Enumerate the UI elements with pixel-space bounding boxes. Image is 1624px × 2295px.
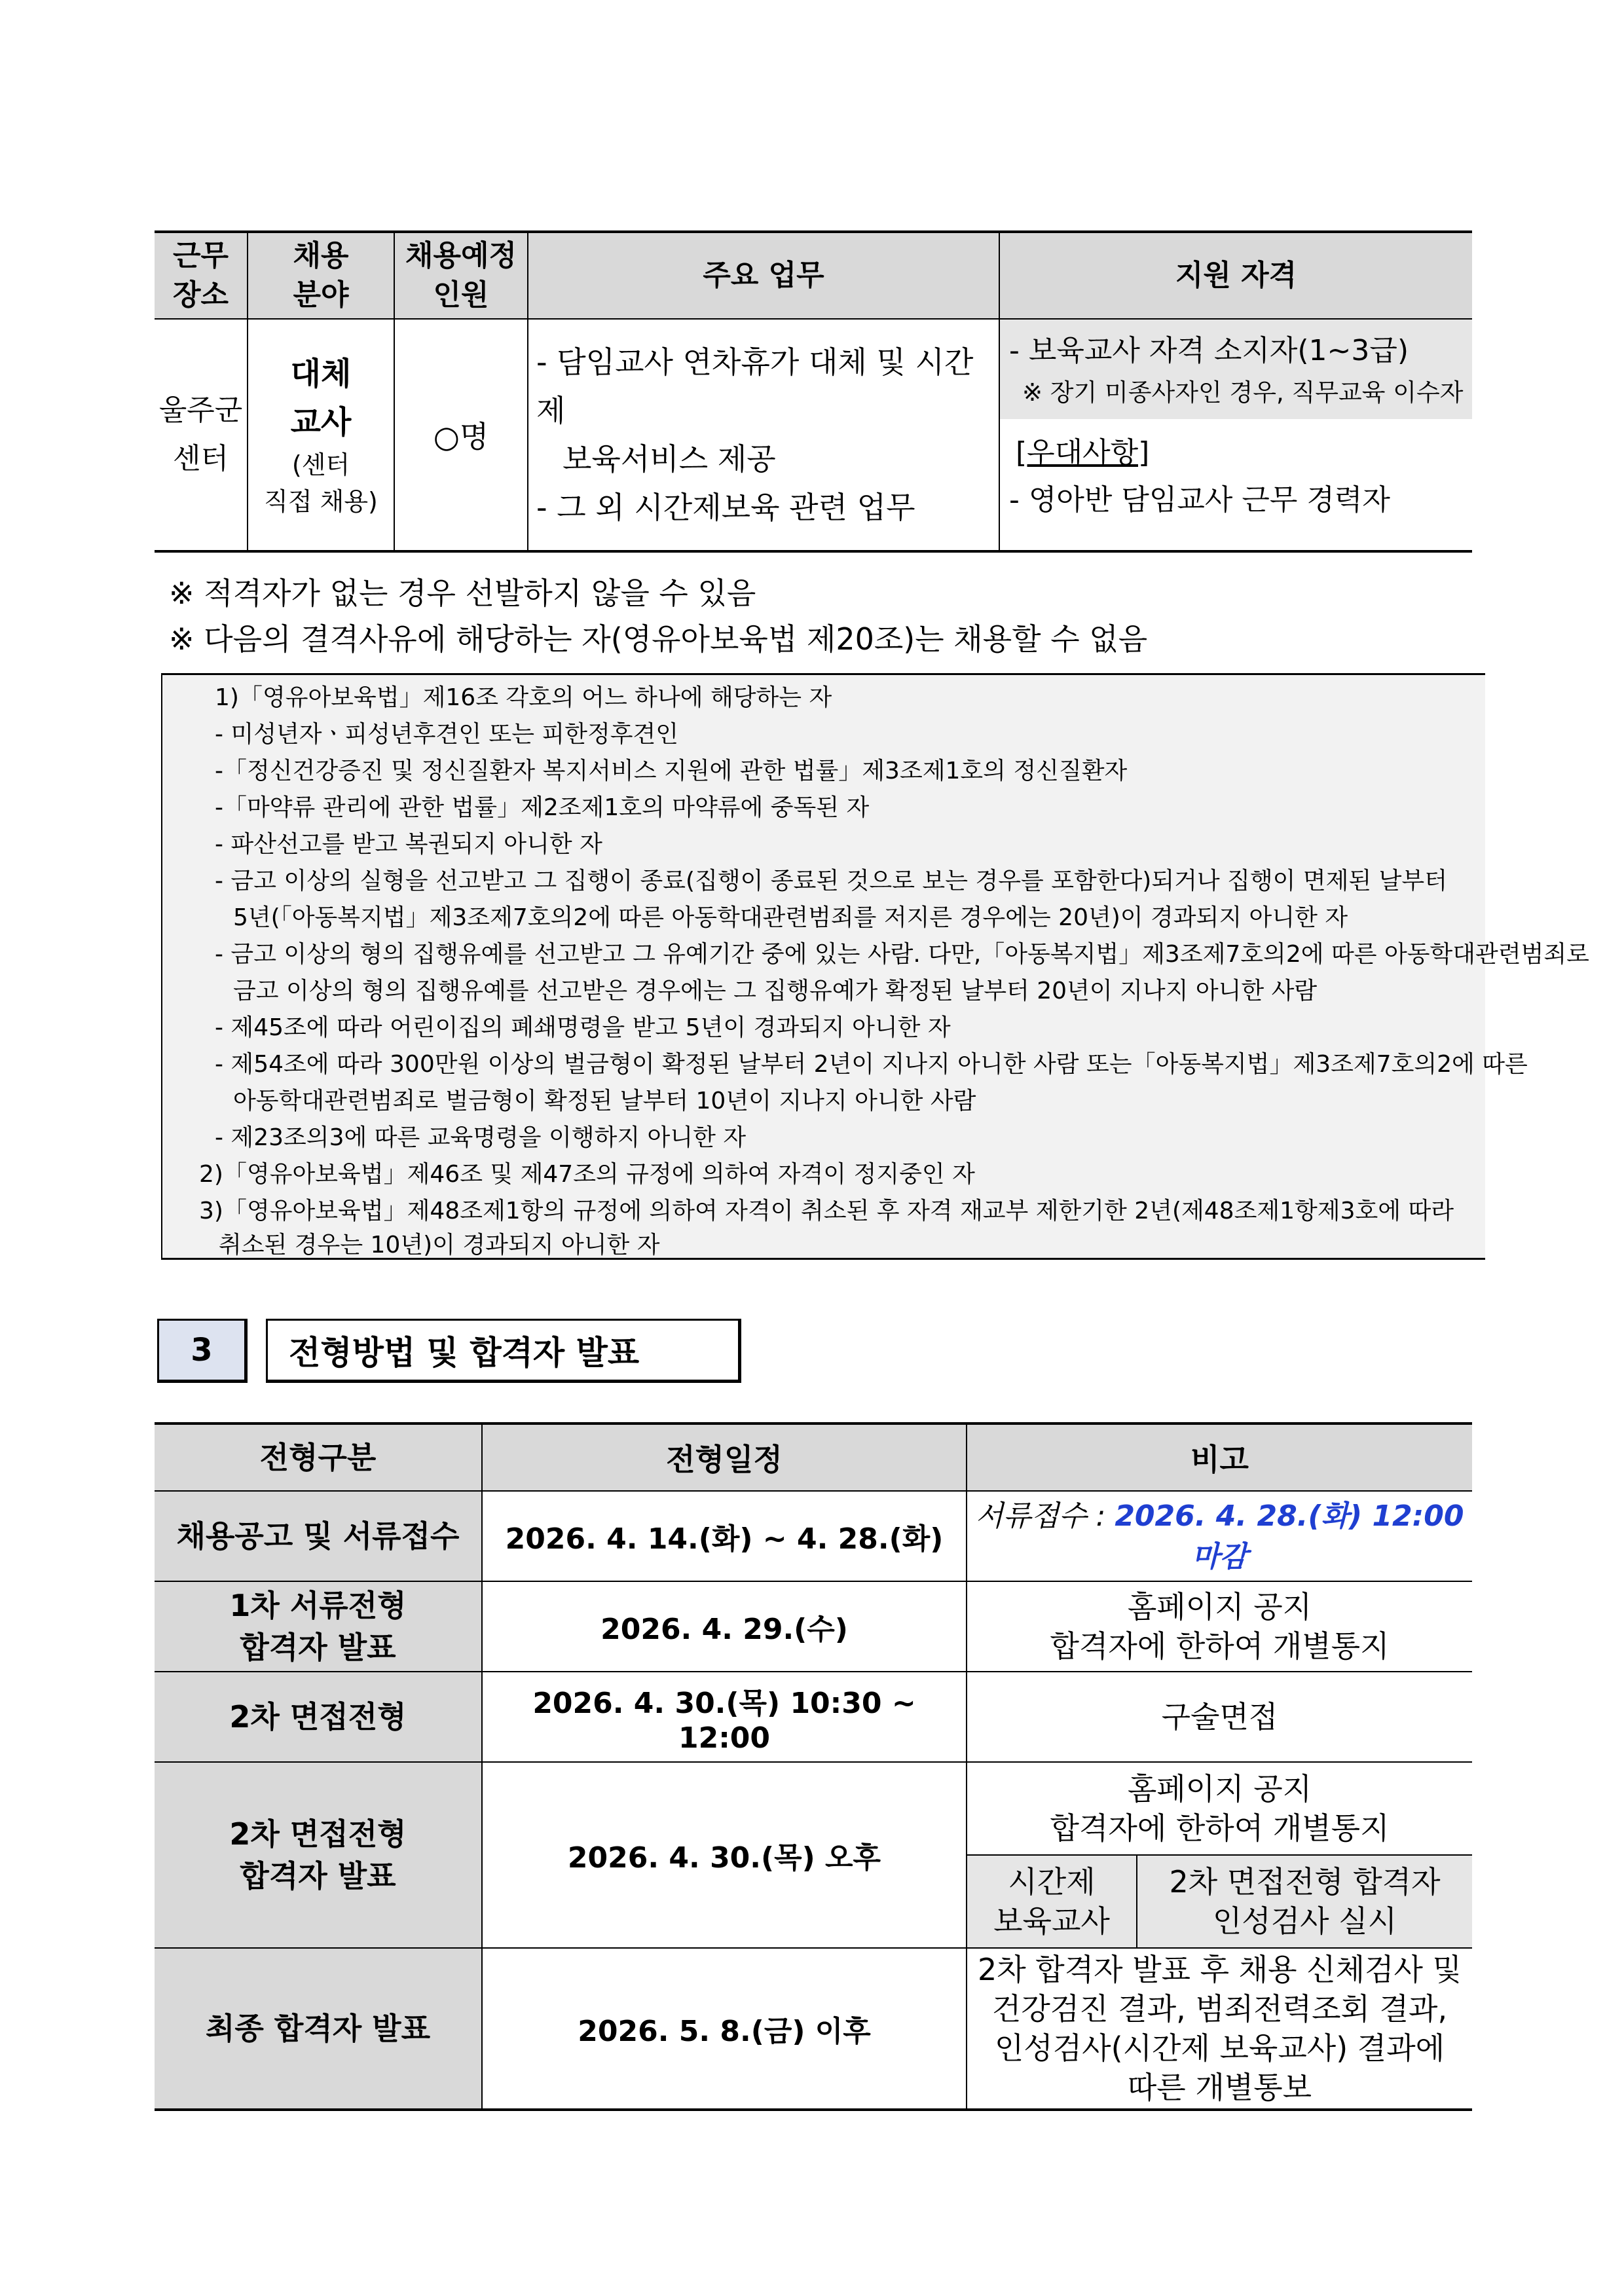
field-main: 대체 교사 <box>290 356 352 441</box>
disqualification-line: 5년(「아동복지법」제3조제7호의2에 따른 아동학대관련범죄를 저지른 경우에는 20년)이 경과되지 아니한 자 <box>233 904 1348 931</box>
header-qualification: 지원 자격 <box>999 232 1472 319</box>
qualification-note: ※ 장기 미종사자인 경우, 직무교육 이수자 <box>1022 378 1464 407</box>
stage-cell: 채용공고 및 서류접수 <box>155 1491 482 1581</box>
date-cell: 2026. 4. 14.(화) ~ 4. 28.(화) <box>482 1491 967 1581</box>
duty-cell <box>528 319 999 551</box>
stage-cell: 최종 합격자 발표 <box>155 1948 482 2110</box>
stage-cell: 2차 면접전형 <box>155 1672 482 1762</box>
remark-cell: 2차 합격자 발표 후 채용 신체검사 및 건강검진 결과, 범죄전력조회 결과, 인성검사(시간제 보육교사) 결과에 따른 개별통보 <box>967 1948 1472 2110</box>
remark-cell <box>967 1491 1472 1581</box>
section-number: 3 <box>157 1319 248 1383</box>
date-cell: 2026. 4. 29.(수) <box>482 1581 967 1672</box>
header-stage: 전형구분 <box>155 1423 482 1491</box>
date-cell: 2026. 5. 8.(금) 이후 <box>482 1948 967 2110</box>
remark-deadline: 2026. 4. 28.(화) 12:00 마감 <box>1115 1499 1464 1573</box>
disqualification-line: - 금고 이상의 실형을 선고받고 그 집행이 종료(집행이 종료된 것으로 보는 경우를 포함한다)되거나 집행이 면제된 날부터 <box>215 868 1447 894</box>
disqualification-line: 2)「영유아보육법」제46조 및 제47조의 규정에 의하여 자격이 정지중인 자 <box>199 1161 975 1188</box>
sub-remark-cell: 2차 면접전형 합격자 인성검사 실시 <box>1137 1855 1472 1948</box>
disqualification-line: 취소된 경우는 10년)이 경과되지 아니한 자 <box>219 1232 660 1258</box>
disqualification-line: - 제45조에 따라 어린이집의 폐쇄명령을 받고 5년이 경과되지 아니한 자 <box>215 1014 951 1041</box>
disqualification-line: - 금고 이상의 형의 집행유예를 선고받고 그 유예기간 중에 있는 사람. 다만,「아동복지법」제3조제7호의2에 따른 아동학대관련범죄로 <box>215 941 1589 968</box>
stage-cell: 2차 면접전형 합격자 발표 <box>155 1762 482 1948</box>
remark-cell: 홈페이지 공지 합격자에 한하여 개별통지 <box>967 1762 1472 1855</box>
header-date: 전형일정 <box>482 1423 967 1491</box>
header-location: 근무 장소 <box>155 232 248 319</box>
section-title: 전형방법 및 합격자 발표 <box>266 1319 741 1383</box>
disqualification-line: - 파산선고를 받고 복권되지 아니한 자 <box>215 831 602 858</box>
count-cell: ○명 <box>394 319 528 551</box>
header-count: 채용예정 인원 <box>394 232 528 319</box>
position-table <box>155 230 1472 553</box>
disqualification-line: - 미성년자ㆍ피성년후견인 또는 피한정후견인 <box>215 721 679 748</box>
header-duty: 주요 업무 <box>528 232 999 319</box>
location-cell: 울주군 센터 <box>155 319 248 551</box>
disqualification-line: 3)「영유아보육법」제48조제1항의 규정에 의하여 자격이 취소된 후 자격 재교부 제한기한 2년(제48조제1항제3호에 따라 <box>199 1198 1454 1224</box>
duty-line: 보육서비스 제공 <box>563 441 776 477</box>
duty-line: - 그 외 시간제보육 관련 업무 <box>536 490 915 525</box>
disqualification-box <box>161 673 1589 1260</box>
note-line: ※ 다음의 결격사유에 해당하는 자(영유아보육법 제20조)는 채용할 수 없음 <box>169 621 1148 657</box>
field-cell <box>248 319 394 551</box>
table-row <box>155 1762 1472 1855</box>
header-remark: 비고 <box>967 1423 1472 1491</box>
preference-title: [우대사항] <box>1016 436 1150 469</box>
disqualification-line: - 제23조의3에 따른 교육명령을 이행하지 아니한 자 <box>215 1124 747 1151</box>
table-row <box>155 1672 1472 1762</box>
disqualification-line: 1)「영유아보육법」제16조 각호의 어느 하나에 해당하는 자 <box>215 684 832 711</box>
qualification-main: - 보육교사 자격 소지자(1~3급) <box>1009 334 1409 367</box>
remark-cell: 홈페이지 공지 합격자에 한하여 개별통지 <box>967 1581 1472 1672</box>
remark-prefix: 서류접수 : <box>975 1499 1115 1533</box>
duty-line: - 담임교사 연차휴가 대체 및 시간제 <box>536 344 974 428</box>
field-sub: (센터 직접 채용) <box>264 450 378 516</box>
disqualification-line: - 제54조에 따라 300만원 이상의 벌금형이 확정된 날부터 2년이 지나지 아니한 사람 또는「아동복지법」제3조제7호의2에 따른 <box>215 1051 1528 1078</box>
sub-label-cell: 시간제 보육교사 <box>967 1855 1137 1948</box>
note-line: ※ 적격자가 없는 경우 선발하지 않을 수 있음 <box>169 576 756 611</box>
disqualification-line: 아동학대관련범죄로 벌금형이 확정된 날부터 10년이 지나지 아니한 사람 <box>233 1088 976 1114</box>
disqualification-line: -「마약류 관리에 관한 법률」제2조제1호의 마약류에 중독된 자 <box>215 794 870 821</box>
qualification-cell <box>999 319 1472 551</box>
header-field: 채용 분야 <box>248 232 394 319</box>
schedule-table <box>155 1422 1472 2111</box>
preference-block <box>1000 419 1472 533</box>
date-cell: 2026. 4. 30.(목) 오후 <box>482 1762 967 1948</box>
date-cell: 2026. 4. 30.(목) 10:30 ~ 12:00 <box>482 1672 967 1762</box>
preference-item: - 영아반 담임교사 근무 경력자 <box>1009 483 1390 517</box>
disqualification-line: -「정신건강증진 및 정신질환자 복지서비스 지원에 관한 법률」제3조제1호의 정신질환자 <box>215 758 1128 784</box>
stage-cell: 1차 서류전형 합격자 발표 <box>155 1581 482 1672</box>
table-row <box>155 1581 1472 1672</box>
table-row <box>155 1491 1472 1581</box>
table-row <box>155 1948 1472 2110</box>
qualification-main-block <box>1000 320 1472 419</box>
remark-cell: 구술면접 <box>967 1672 1472 1762</box>
disqualification-line: 금고 이상의 형의 집행유예를 선고받은 경우에는 그 집행유예가 확정된 날부터 20년이 지나지 아니한 사람 <box>233 978 1318 1004</box>
